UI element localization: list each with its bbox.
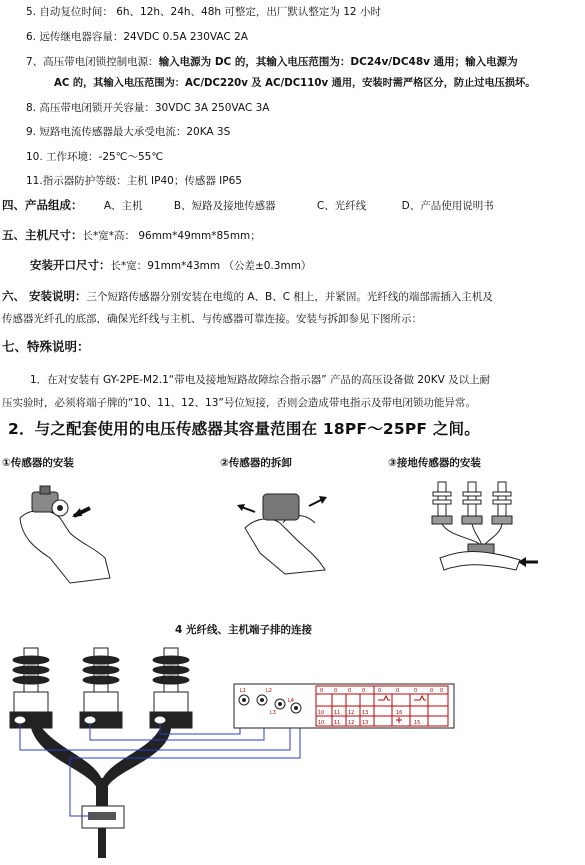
fig1-sensor-install-illustration <box>10 478 130 588</box>
section-6-cont: 传感器光纤孔的底部，确保光纤线与主机、与传感器可靠连接。安装与拆卸参见下图所示： <box>2 313 422 325</box>
spec-item-9: 9. 短路电流传感器最大承受电流：20KA 3S <box>26 126 231 138</box>
cutout-size-label: 安装开口尺寸： <box>30 258 111 272</box>
fig1-caption: ①传感器的安装 <box>2 457 74 469</box>
fig4-connection-diagram <box>0 640 585 865</box>
term-r3-5: 15 <box>414 720 421 726</box>
term-r2-5: 16 <box>396 710 403 716</box>
spec-item-11: 11.指示器防护等级：主机 IP40；传感器 IP65 <box>26 175 242 187</box>
section-7-label: 七、特殊说明： <box>2 339 90 354</box>
component-d: D、产品使用说明书 <box>401 200 494 212</box>
cutout-size <box>30 258 311 273</box>
insulator-a <box>10 648 52 728</box>
section-6-label: 六、 安装说明： <box>2 289 87 303</box>
term-r3-4: 13 <box>362 720 369 726</box>
term-r3-3: 12 <box>348 720 355 726</box>
term-r2-4: 13 <box>362 710 369 716</box>
term-4: 0 <box>362 688 366 694</box>
port-label-l1: L1 <box>240 688 246 694</box>
fig3-caption: ③接地传感器的安装 <box>388 457 481 469</box>
component-b: B、短路及接地传感器 <box>173 200 276 212</box>
section-6-text-a: 三个短路传感器分别安装在电缆的 A、B、C 相上，并紧固。光纤线的端部需插入主机及 <box>86 291 493 303</box>
spec-item-7-bold-a: 输入电源为 DC 的，其输入电压范围为：DC24v/DC48v 通用；输入电源为 <box>158 56 518 68</box>
spec-item-7-lead: 7、高压带电闭锁控制电源： <box>26 56 159 68</box>
term-9: 0 <box>440 688 444 694</box>
term-7: 0 <box>414 688 418 694</box>
fig2-caption: ②传感器的拆卸 <box>220 457 292 469</box>
cutout-size-text: 长*宽：91mm*43mm （公差±0.3mm） <box>110 260 312 272</box>
section-4 <box>2 198 494 213</box>
section-5-text: 长*宽*高： 96mm*49mm*85mm； <box>82 230 261 242</box>
term-3: 0 <box>348 688 352 694</box>
spec-item-8: 8. 高压带电闭锁开关容量：30VDC 3A 250VAC 3A <box>26 102 270 114</box>
fig4-caption: 4 光纤线、主机端子排的连接 <box>175 624 312 636</box>
cable-trunk <box>96 778 108 808</box>
spec-item-7 <box>26 55 518 69</box>
term-r2-3: 12 <box>348 710 355 716</box>
fig2-sensor-removal-illustration <box>225 478 345 578</box>
section-6 <box>2 289 493 304</box>
term-r2-2: 11 <box>334 710 341 716</box>
spec-item-5: 5. 自动复位时间： 6h、12h、24h、48h 可整定，出厂默认整定为 12 小时 <box>26 6 381 18</box>
term-6: 0 <box>396 688 400 694</box>
term-r3-1: 10 <box>318 720 325 726</box>
term-5: 0 <box>378 688 382 694</box>
insulator-b <box>80 648 122 728</box>
section-5-label: 五、主机尺寸： <box>2 228 83 242</box>
insulator-c <box>150 648 192 728</box>
capacity-heading: 2．与之配套使用的电压传感器其容量范围在 18PF～25PF 之间。 <box>8 420 480 438</box>
port-label-l3: L3 <box>270 710 276 716</box>
spec-item-7-cont: AC 的，其输入电压范围为：AC/DC220v 及 AC/DC110v 通用，安装时需严格区分，防止过电压损坏。 <box>54 78 536 89</box>
term-r3-2: 11 <box>334 720 341 726</box>
term-1: 0 <box>320 688 324 694</box>
term-r2-1: 10 <box>318 710 325 716</box>
section-7-text-b: 压实验时，必须将端子牌的“10、11、12、13”号位短接，否则会造成带电指示及带电闭锁功能异常。 <box>2 397 476 409</box>
fig3-ground-sensor-illustration <box>420 478 570 578</box>
section-7-text-a: 1．在对安装有 GY-2PE-M2.1“带电及接地短路故障综合指示器” 产品的高压设备做 20KV 及以上耐 <box>30 374 491 386</box>
term-8: 0 <box>430 688 434 694</box>
section-4-label: 四、产品组成： <box>2 198 83 212</box>
spec-item-10: 10. 工作环境：-25℃～55℃ <box>26 151 164 163</box>
port-label-l4: L4 <box>288 698 294 704</box>
port-label-l2: L2 <box>266 688 272 694</box>
section-5 <box>2 228 261 243</box>
spec-item-6: 6. 远传继电器容量：24VDC 0.5A 230VAC 2A <box>26 31 248 43</box>
component-a: A、主机 <box>103 200 143 212</box>
term-2: 0 <box>334 688 338 694</box>
component-c: C、光纤线 <box>316 200 367 212</box>
